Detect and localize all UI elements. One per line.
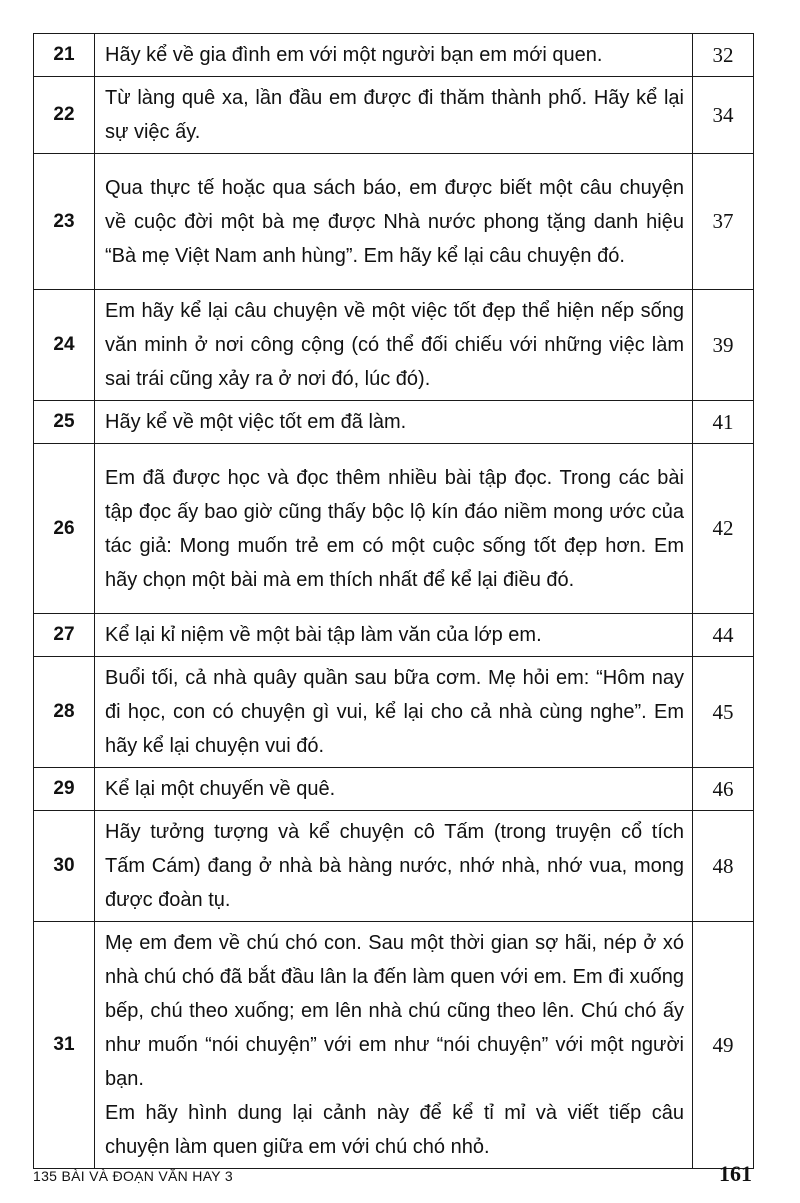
page-reference: 34	[693, 77, 754, 154]
table-row	[34, 401, 754, 444]
prompt-paragraph: Kể lại kỉ niệm về một bài tập làm văn của lớp em.	[105, 624, 542, 646]
page-reference: 42	[693, 444, 754, 614]
page-reference: 46	[693, 768, 754, 811]
page-reference: 37	[693, 154, 754, 290]
table-row	[34, 77, 754, 154]
table-row	[34, 154, 754, 290]
exercise-prompt	[95, 614, 693, 657]
prompt-paragraph: Em đã được học và đọc thêm nhiều bài tập đọc. Trong các bài tập đọc ấy bao giờ cũng thấy bộc lộ kín đáo niềm mong ước của tác giả: Mong muốn trẻ em có một cuộc sống tốt đẹp hơn. Em hãy chọn một bài mà em thích nhất để kể lại điều đó.	[105, 466, 684, 591]
table-row	[34, 290, 754, 401]
exercise-prompt	[95, 154, 693, 290]
exercise-prompt	[95, 922, 693, 1169]
exercise-prompt	[95, 444, 693, 614]
exercise-prompt	[95, 401, 693, 444]
exercise-number: 23	[34, 154, 95, 290]
prompt-paragraph: Em hãy hình dung lại cảnh này để kể tỉ mỉ và viết tiếp câu chuyện làm quen giữa em với chú chó nhỏ.	[105, 1102, 684, 1158]
exercise-number: 26	[34, 444, 95, 614]
exercise-prompt	[95, 77, 693, 154]
page-reference: 48	[693, 811, 754, 922]
table-row	[34, 768, 754, 811]
page-reference: 32	[693, 34, 754, 77]
exercise-prompt	[95, 811, 693, 922]
table-row	[34, 444, 754, 614]
table-row	[34, 614, 754, 657]
exercise-number: 24	[34, 290, 95, 401]
prompt-paragraph: Em hãy kể lại câu chuyện về một việc tốt đẹp thể hiện nếp sống văn minh ở nơi công cộng (có thể đối chiếu với những việc làm sai trái cũng xảy ra ở nơi đó, lúc đó).	[105, 300, 684, 390]
page-reference: 45	[693, 657, 754, 768]
exercise-number: 30	[34, 811, 95, 922]
prompt-paragraph: Từ làng quê xa, lần đầu em được đi thăm thành phố. Hãy kể lại sự việc ấy.	[105, 87, 684, 143]
exercise-number: 27	[34, 614, 95, 657]
footer-book-title: 135 BÀI VÀ ĐOẠN VĂN HAY 3	[33, 1168, 233, 1184]
exercise-number: 25	[34, 401, 95, 444]
contents-table	[33, 33, 754, 1169]
exercise-number: 22	[34, 77, 95, 154]
table-row	[34, 922, 754, 1169]
table-row	[34, 811, 754, 922]
contents-table-body	[34, 34, 754, 1169]
footer-page-number: 161	[719, 1161, 752, 1186]
exercise-prompt	[95, 768, 693, 811]
prompt-paragraph: Hãy tưởng tượng và kể chuyện cô Tấm (trong truyện cổ tích Tấm Cám) đang ở nhà bà hàng nước, nhớ nhà, nhớ vua, mong được đoàn tụ.	[105, 821, 684, 911]
exercise-prompt	[95, 34, 693, 77]
exercise-number: 31	[34, 922, 95, 1169]
table-row	[34, 34, 754, 77]
prompt-paragraph: Buổi tối, cả nhà quây quần sau bữa cơm. Mẹ hỏi em: “Hôm nay đi học, con có chuyện gì vui, kể lại cho cả nhà cùng nghe”. Em hãy kể lại chuyện vui đó.	[105, 667, 684, 757]
page-reference: 49	[693, 922, 754, 1169]
prompt-paragraph: Kể lại một chuyến về quê.	[105, 778, 336, 800]
page-reference: 41	[693, 401, 754, 444]
exercise-number: 21	[34, 34, 95, 77]
prompt-paragraph: Mẹ em đem về chú chó con. Sau một thời gian sợ hãi, nép ở xó nhà chú chó đã bắt đầu lân la đến làm quen với em. Em đi xuống bếp, chú theo xuống; em lên nhà chú cũng theo lên. Chú chó ấy như muốn “nói chuyện” với em như “nói chuyện” với một người bạn.	[105, 932, 684, 1090]
prompt-paragraph: Hãy kể về một việc tốt em đã làm.	[105, 411, 407, 433]
exercise-prompt	[95, 290, 693, 401]
exercise-number: 28	[34, 657, 95, 768]
prompt-paragraph: Qua thực tế hoặc qua sách báo, em được biết một câu chuyện về cuộc đời một bà mẹ được Nhà nước phong tặng danh hiệu “Bà mẹ Việt Nam anh hùng”. Em hãy kể lại câu chuyện đó.	[105, 176, 684, 267]
page-reference: 44	[693, 614, 754, 657]
page-reference: 39	[693, 290, 754, 401]
exercise-number: 29	[34, 768, 95, 811]
table-row	[34, 657, 754, 768]
exercise-prompt	[95, 657, 693, 768]
prompt-paragraph: Hãy kể về gia đình em với một người bạn em mới quen.	[105, 44, 603, 66]
